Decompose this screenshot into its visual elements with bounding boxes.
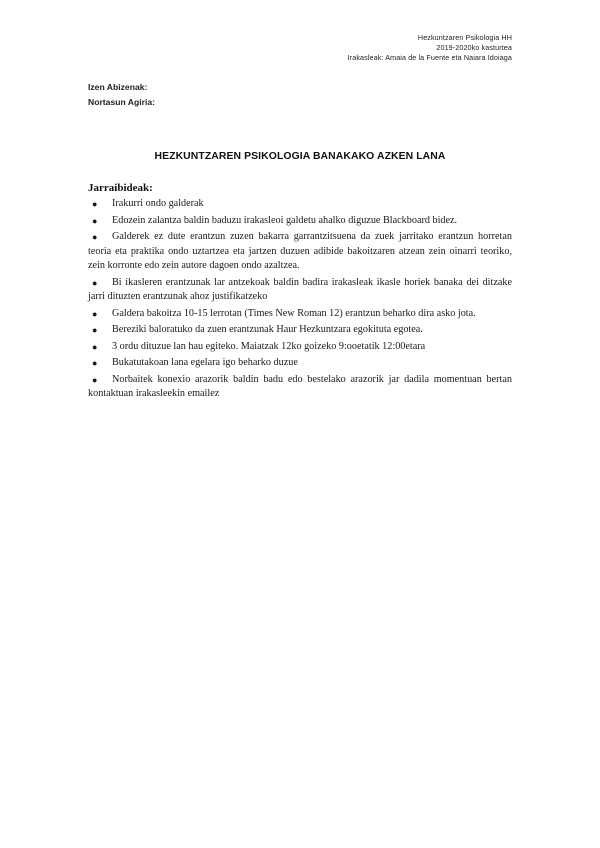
list-item-text: Irakurri ondo galderak: [112, 198, 204, 209]
teachers-line: Irakasleak: Amaia de la Fuente eta Naiara Idoiaga: [347, 53, 512, 62]
list-item-text: Norbaitek konexio arazorik baldin badu edo bestelako arazorik jar dadila momentuan bertan kontaktuan irakasleekin emailez: [88, 373, 512, 400]
id-label: Nortasun Agiria:: [88, 97, 156, 107]
list-item-text: Edozein zalantza baldin baduzu irakasleoi galdetu ahalko diguzue Blackboard bidez.: [112, 214, 458, 226]
academic-year: 2019-2020ko kasturtea: [436, 43, 512, 52]
list-item: [88, 340, 512, 354]
list-item: [88, 214, 512, 228]
name-label: Izen Abizenak:: [88, 82, 148, 92]
instructions-heading: Jarraibideak:: [88, 182, 153, 194]
course-name: Hezkuntzaren Psikologia HH: [417, 33, 512, 42]
document-title: HEZKUNTZAREN PSIKOLOGIA BANAKAKO AZKEN LANA: [154, 151, 446, 162]
list-item-text: Bereziki baloratuko da zuen erantzunak Haur Hezkuntzara egokituta egotea.: [112, 324, 423, 336]
list-item-text: Bi ikasleren erantzunak lar antzekoak baldin badira irakasleak ikasle horiek banaka dei ditzake jarri dituzten erantzunak ahoz justifikatzeko: [88, 276, 512, 302]
bullet-icon: ●: [92, 232, 98, 243]
course-header: [348, 33, 512, 63]
bullet-icon: ●: [92, 341, 98, 352]
list-item-text: Bukatutakoan lana egelara igo beharko duzue: [112, 357, 298, 369]
list-item: [88, 197, 512, 211]
list-item: [88, 307, 512, 321]
list-item-text: 3 ordu dituzue lan hau egiteko. Maiatzak 12ko goizeko 9:ooetatik 12:00etara: [112, 340, 426, 352]
list-item: [88, 356, 512, 370]
bullet-icon: ●: [92, 358, 98, 369]
instructions-list: [88, 197, 512, 404]
list-item: [88, 323, 512, 337]
list-item: [88, 230, 512, 273]
bullet-icon: ●: [92, 277, 98, 288]
list-item: [88, 373, 512, 402]
student-info: [88, 80, 155, 110]
list-item: [88, 276, 512, 305]
bullet-icon: ●: [92, 215, 98, 226]
bullet-icon: ●: [92, 374, 98, 385]
bullet-icon: ●: [92, 308, 98, 319]
bullet-icon: ●: [92, 199, 98, 209]
list-item-text: Galdera bakoitza 10-15 lerrotan (Times New Roman 12) erantzun beharko dira asko jota.: [112, 307, 476, 319]
bullet-icon: ●: [92, 325, 98, 336]
list-item-text: Galderek ez dute erantzun zuzen bakarra garrantzitsuena da zuek jarritako erantzun horretan teoria eta praktika ondo uztartzea eta jartzen duzuen adibide bakoitzaren atzean zein oinarri teoriko, zein korronte edo zein autore dagoen ondo azaltzea.: [88, 231, 512, 271]
